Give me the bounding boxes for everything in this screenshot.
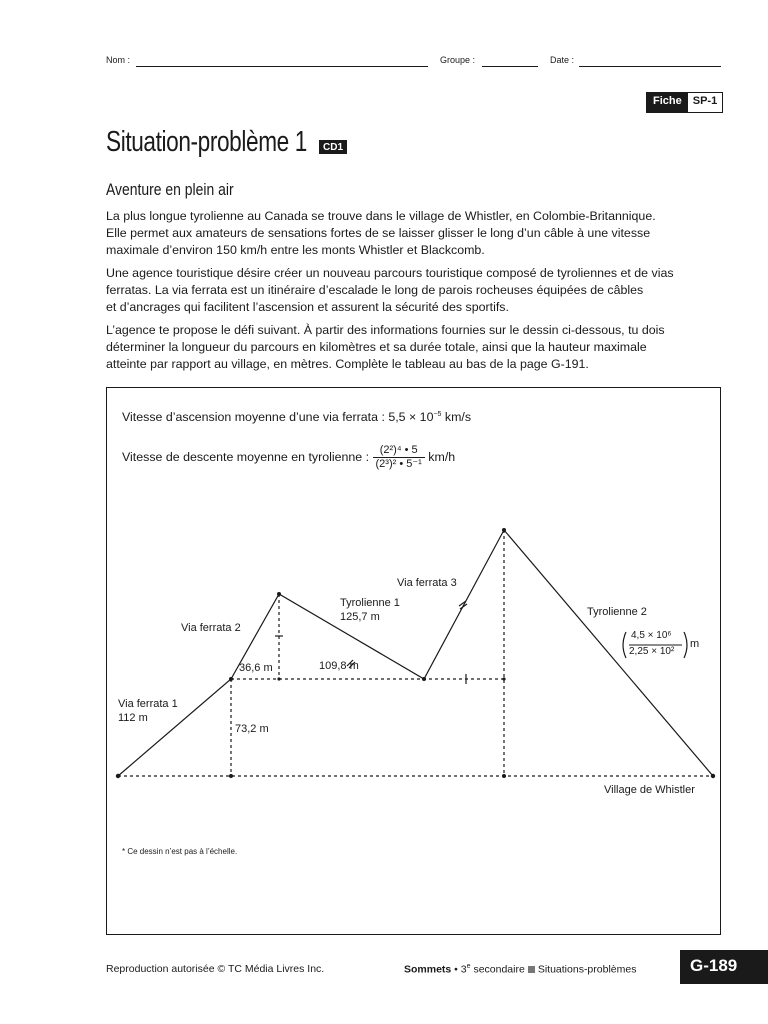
via-ferrata-3-label: Via ferrata 3: [397, 577, 457, 589]
footer-level-sup: e: [466, 963, 471, 970]
cd-badge: CD1: [319, 140, 347, 154]
via-ferrata-1-label: Via ferrata 1: [118, 698, 178, 710]
footer-level-rest: secondaire: [470, 963, 525, 976]
ascension-exponent: −5: [433, 410, 442, 418]
dimension-109-8: 109,8 m: [319, 660, 359, 672]
dimension-36-6: 36,6 m: [239, 662, 273, 674]
footer-section: Situations-problèmes: [537, 963, 637, 976]
paragraph-line: déterminer la longueur du parcours en kilomètres et sa durée totale, ainsi que la hauteur maximale: [106, 340, 647, 354]
descente-unit: km/h: [428, 449, 456, 464]
page-title: Situation-problème 1: [106, 126, 307, 158]
footer-series: [404, 963, 636, 976]
descente-numerator: (2²)⁴ • 5: [373, 444, 425, 458]
tyrolienne-2-unit: m: [690, 638, 700, 650]
ascension-unit: km/s: [441, 410, 472, 424]
via-ferrata-2-label: Via ferrata 2: [181, 622, 241, 634]
village-label: Village de Whistler: [604, 784, 695, 796]
tyrolienne-1-length: 125,7 m: [340, 611, 380, 623]
tyrolienne-2-numerator: 4,5 × 10⁶: [631, 630, 672, 641]
via-ferrata-1-length: 112 m: [118, 712, 148, 724]
section-subtitle: Aventure en plein air: [106, 180, 234, 199]
tyrolienne-2-denominator: 2,25 × 10²: [629, 646, 675, 657]
fiche-label: Fiche: [647, 93, 688, 112]
date-label: Date :: [550, 55, 575, 65]
dimension-73-2: 73,2 m: [235, 723, 269, 735]
fiche-code: SP-1: [688, 93, 722, 112]
descente-text: Vitesse de descente moyenne en tyrolienne :: [122, 449, 370, 464]
descente-denominator: (2³)² • 5⁻¹: [375, 458, 422, 470]
paragraph-line: et d’ancrages qui facilitent l’ascension et assurent la sécurité des sportifs.: [106, 300, 509, 314]
tyrolienne-1-label: Tyrolienne 1: [340, 597, 400, 609]
footer-level: • 3: [451, 963, 467, 976]
paragraph-line: Une agence touristique désire créer un nouveau parcours touristique composé de tyroliennes et de vias: [106, 266, 674, 280]
scale-note: * Ce dessin n’est pas à l’échelle.: [122, 847, 238, 856]
footer-copyright: Reproduction autorisée © TC Média Livres Inc.: [106, 963, 325, 975]
paragraph-line: atteinte par rapport au village, en mètres. Complète le tableau au bas de la page G-191.: [106, 357, 589, 371]
nom-label: Nom :: [106, 55, 131, 65]
tyrolienne-2-label: Tyrolienne 2: [587, 606, 647, 618]
page-number: G-189: [680, 950, 768, 984]
paragraph-line: L’agence te propose le défi suivant. À partir des informations fournies sur le dessin ci-dessous, tu dois: [106, 323, 665, 337]
footer-brand: Sommets: [404, 963, 452, 976]
paragraph-line: ferratas. La via ferrata est un itinéraire d’escalade le long de parois rocheuses équipées de câbles: [106, 283, 644, 297]
ascension-text: Vitesse d’ascension moyenne d’une via ferrata : 5,5 × 10: [122, 410, 434, 424]
groupe-label: Groupe :: [440, 55, 476, 65]
paragraph-line: maximale d’environ 150 km/h entre les monts Whistler et Blackcomb.: [106, 243, 485, 257]
paragraph-line: La plus longue tyrolienne au Canada se trouve dans le village de Whistler, en Colombie-Britannique.: [106, 209, 656, 223]
square-bullet-icon: [528, 966, 535, 973]
paragraph-line: Elle permet aux amateurs de sensations fortes de se laisser glisser le long d’un câble à une vitesse: [106, 226, 651, 240]
